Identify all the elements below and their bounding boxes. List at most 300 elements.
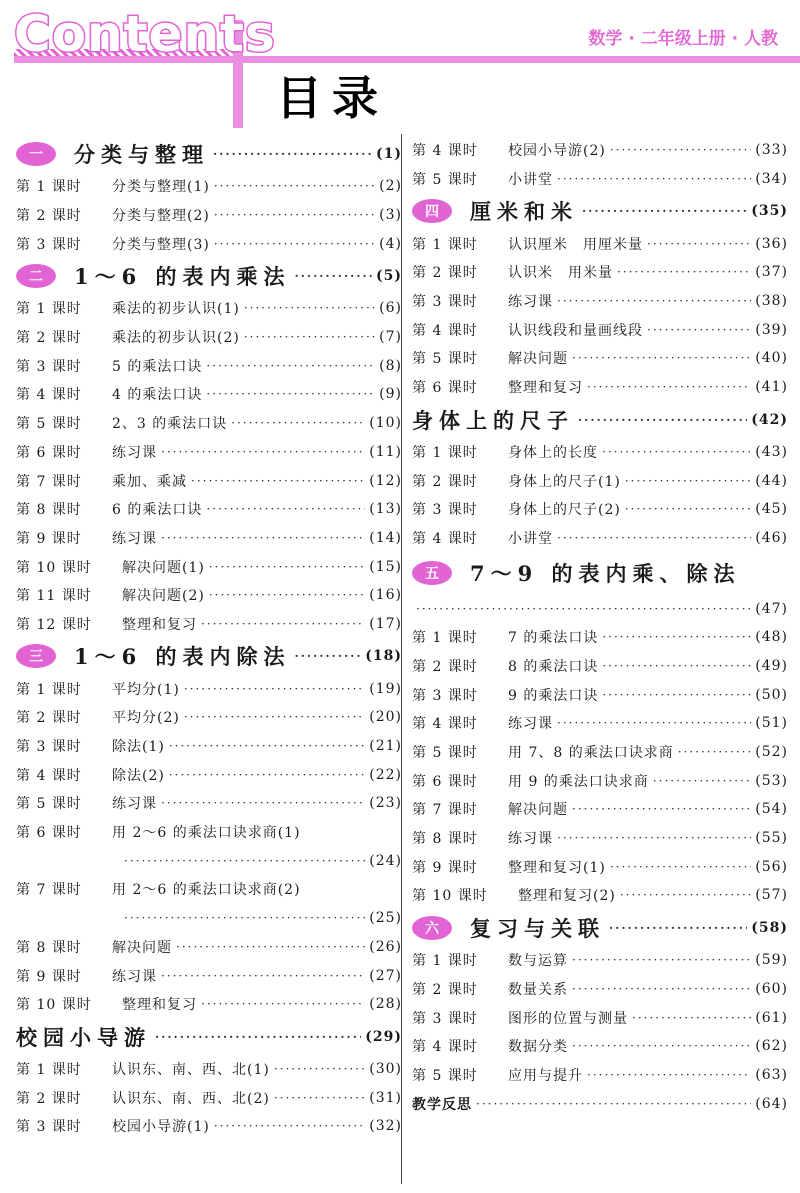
lesson-title: 6 的乘法口诀 bbox=[112, 502, 203, 519]
lesson-label: 第 5 课时 bbox=[412, 745, 478, 762]
lesson-row[interactable] bbox=[16, 351, 402, 380]
contents-word: Contents bbox=[14, 5, 276, 63]
lesson-row[interactable] bbox=[16, 466, 402, 495]
leader-dots bbox=[617, 265, 751, 279]
lesson-label: 第 9 课时 bbox=[16, 968, 82, 985]
leader-dots bbox=[214, 208, 375, 222]
page-number: (38) bbox=[755, 293, 788, 310]
page-number: (42) bbox=[751, 411, 788, 428]
leader-dots bbox=[557, 831, 751, 845]
lesson-title: 身体上的尺子(1) bbox=[508, 473, 621, 490]
leader-dots bbox=[572, 802, 751, 816]
unit-title: 1～6 的表内乘法 bbox=[74, 264, 291, 290]
lesson-row[interactable] bbox=[412, 824, 788, 853]
unit-heading[interactable] bbox=[16, 638, 402, 674]
leader-dots bbox=[587, 1068, 751, 1082]
leader-dots bbox=[124, 911, 365, 925]
lesson-label: 第 11 课时 bbox=[16, 588, 92, 605]
subject-line: 数学 · 二年级上册 · 人教 bbox=[588, 29, 778, 49]
leader-dots bbox=[587, 380, 751, 394]
lesson-row[interactable] bbox=[412, 1061, 788, 1090]
leader-dots bbox=[161, 445, 365, 459]
lesson-title: 7 的乘法口诀 bbox=[508, 630, 599, 647]
page-number: (8) bbox=[379, 357, 402, 374]
leader-dots bbox=[476, 1097, 751, 1111]
page-number: (30) bbox=[369, 1060, 402, 1077]
page-number: (39) bbox=[755, 321, 788, 338]
lesson-label: 第 5 课时 bbox=[16, 796, 82, 813]
page-number: (48) bbox=[755, 629, 788, 646]
lesson-title: 认识东、南、西、北(2) bbox=[112, 1090, 270, 1107]
lesson-title: 解决问题(2) bbox=[122, 588, 205, 605]
leader-dots bbox=[161, 969, 365, 983]
page-number: (31) bbox=[369, 1089, 402, 1106]
lesson-label: 第 8 课时 bbox=[16, 939, 82, 956]
leader-dots bbox=[609, 921, 747, 935]
lesson-row[interactable] bbox=[16, 409, 402, 438]
leader-dots bbox=[184, 682, 365, 696]
lesson-title: 整理和复习 bbox=[508, 380, 583, 397]
page-number: (45) bbox=[755, 501, 788, 518]
lesson-label: 第 10 课时 bbox=[412, 888, 488, 905]
lesson-label: 第 1 课时 bbox=[412, 236, 478, 253]
lesson-label: 第 7 课时 bbox=[16, 473, 82, 490]
leader-dots bbox=[572, 953, 751, 967]
leader-dots bbox=[557, 294, 751, 308]
page-number: (26) bbox=[369, 938, 402, 955]
lesson-title: 解决问题 bbox=[508, 802, 568, 819]
page-title: 目录 bbox=[276, 71, 388, 125]
page-number: (15) bbox=[369, 558, 402, 575]
lesson-row[interactable] bbox=[412, 946, 788, 975]
lesson-row[interactable] bbox=[412, 165, 788, 194]
page-number: (46) bbox=[755, 529, 788, 546]
lesson-title: 练习课 bbox=[112, 530, 157, 547]
lesson-label: 第 2 课时 bbox=[16, 330, 82, 347]
lesson-row[interactable] bbox=[412, 287, 788, 316]
leader-dots bbox=[572, 1039, 751, 1053]
page-number: (32) bbox=[369, 1118, 402, 1135]
lesson-row[interactable] bbox=[16, 1112, 402, 1141]
lesson-row[interactable] bbox=[16, 610, 402, 639]
lesson-title: 认识厘米 用厘米量 bbox=[508, 236, 643, 253]
lesson-label: 第 4 课时 bbox=[412, 1039, 478, 1056]
leader-dots bbox=[582, 204, 747, 218]
page-number: (61) bbox=[755, 1009, 788, 1026]
lesson-title: 用 7、8 的乘法口诀求商 bbox=[508, 745, 674, 762]
leader-dots bbox=[176, 940, 365, 954]
reflection-title: 教学反思 bbox=[412, 1096, 472, 1113]
unit-badge: 三 bbox=[16, 644, 56, 668]
lesson-title: 9 的乘法口诀 bbox=[508, 687, 599, 704]
lesson-label: 第 2 课时 bbox=[412, 658, 478, 675]
lesson-title: 整理和复习 bbox=[122, 616, 197, 633]
page-number: (47) bbox=[755, 600, 788, 617]
lesson-title: 认识线段和量画线段 bbox=[508, 322, 643, 339]
lesson-title: 分类与整理(1) bbox=[112, 179, 210, 196]
page-number: (44) bbox=[755, 472, 788, 489]
page-number: (4) bbox=[379, 235, 402, 252]
leader-dots bbox=[206, 502, 365, 516]
leader-dots bbox=[169, 768, 365, 782]
page-number: (55) bbox=[755, 830, 788, 847]
leader-dots bbox=[625, 502, 751, 516]
unit-title: 厘米和米 bbox=[470, 199, 578, 225]
lesson-row[interactable] bbox=[16, 875, 402, 904]
lesson-title: 乘法的初步认识(2) bbox=[112, 330, 240, 347]
lesson-row[interactable] bbox=[16, 961, 402, 990]
unit-badge: 一 bbox=[16, 142, 56, 166]
lesson-title: 整理和复习(1) bbox=[508, 859, 606, 876]
unit-heading[interactable] bbox=[412, 193, 788, 229]
lesson-label: 第 4 课时 bbox=[16, 767, 82, 784]
lesson-row[interactable] bbox=[16, 933, 402, 962]
lesson-row[interactable] bbox=[16, 789, 402, 818]
leader-dots bbox=[416, 602, 751, 616]
lesson-title: 图形的位置与测量 bbox=[508, 1010, 628, 1027]
page-number: (22) bbox=[369, 766, 402, 783]
lesson-title: 小讲堂 bbox=[508, 530, 553, 547]
leader-dots bbox=[610, 143, 751, 157]
lesson-row[interactable] bbox=[412, 680, 788, 709]
lesson-title: 练习课 bbox=[112, 444, 157, 461]
page-number: (9) bbox=[379, 386, 402, 403]
lesson-title: 分类与整理(3) bbox=[112, 236, 210, 253]
lesson-label: 第 4 课时 bbox=[412, 322, 478, 339]
lesson-label: 第 1 课时 bbox=[412, 630, 478, 647]
lesson-title: 解决问题 bbox=[508, 351, 568, 368]
lesson-label: 第 6 课时 bbox=[412, 773, 478, 790]
leader-dots bbox=[214, 1119, 365, 1133]
lesson-title: 练习课 bbox=[112, 796, 157, 813]
lesson-row[interactable] bbox=[16, 294, 402, 323]
lesson-label: 第 8 课时 bbox=[412, 831, 478, 848]
lesson-row[interactable] bbox=[16, 201, 402, 230]
leader-dots bbox=[155, 1030, 361, 1044]
unit-badge: 二 bbox=[16, 264, 56, 288]
unit-heading[interactable] bbox=[412, 910, 788, 946]
leader-dots bbox=[274, 1062, 365, 1076]
lesson-label: 第 3 课时 bbox=[16, 236, 82, 253]
lesson-title: 分类与整理(2) bbox=[112, 208, 210, 225]
lesson-row[interactable] bbox=[412, 652, 788, 681]
leader-dots bbox=[231, 416, 365, 430]
page-number: (21) bbox=[369, 738, 402, 755]
reflection-row[interactable] bbox=[412, 1089, 788, 1118]
page-number: (60) bbox=[755, 980, 788, 997]
page-number: (63) bbox=[755, 1066, 788, 1083]
lesson-row[interactable] bbox=[16, 495, 402, 524]
page-number: (29) bbox=[365, 1028, 402, 1045]
page-number: (34) bbox=[755, 171, 788, 188]
lesson-label: 第 2 课时 bbox=[412, 473, 478, 490]
special-heading[interactable] bbox=[16, 1019, 402, 1055]
lesson-label: 第 1 课时 bbox=[16, 681, 82, 698]
lesson-title: 整理和复习(2) bbox=[518, 888, 616, 905]
leader-dots bbox=[602, 445, 751, 459]
lesson-title: 2、3 的乘法口诀 bbox=[112, 416, 228, 433]
leader-dots bbox=[572, 982, 751, 996]
lesson-row[interactable] bbox=[16, 438, 402, 467]
page-number: (33) bbox=[755, 142, 788, 159]
lesson-title: 认识米 用米量 bbox=[508, 265, 613, 282]
lesson-row[interactable] bbox=[16, 172, 402, 201]
lesson-row-continuation[interactable] bbox=[16, 904, 402, 933]
lesson-row[interactable] bbox=[16, 323, 402, 352]
unit-badge: 五 bbox=[412, 561, 452, 585]
unit-heading[interactable] bbox=[16, 136, 402, 172]
page-number: (3) bbox=[379, 207, 402, 224]
lesson-label: 第 1 课时 bbox=[16, 179, 82, 196]
leader-dots bbox=[632, 1011, 751, 1025]
leader-dots bbox=[161, 796, 365, 810]
page-number: (41) bbox=[755, 379, 788, 396]
leader-dots bbox=[653, 774, 751, 788]
page-number: (7) bbox=[379, 329, 402, 346]
lesson-label: 第 1 课时 bbox=[412, 444, 478, 461]
leader-dots bbox=[213, 147, 372, 161]
lesson-row[interactable] bbox=[16, 1055, 402, 1084]
lesson-row[interactable] bbox=[16, 818, 402, 847]
left-column bbox=[16, 136, 402, 1141]
lesson-label: 第 4 课时 bbox=[412, 716, 478, 733]
lesson-row[interactable] bbox=[16, 703, 402, 732]
leader-dots bbox=[201, 997, 365, 1011]
page-number: (6) bbox=[379, 300, 402, 317]
leader-dots bbox=[209, 588, 365, 602]
page-number: (54) bbox=[755, 801, 788, 818]
page-number: (27) bbox=[369, 967, 402, 984]
lesson-title: 数与运算 bbox=[508, 953, 568, 970]
lesson-label: 第 3 课时 bbox=[412, 687, 478, 704]
lesson-row[interactable] bbox=[16, 524, 402, 553]
leader-dots bbox=[602, 688, 751, 702]
page-number: (5) bbox=[376, 268, 402, 285]
leader-dots bbox=[169, 739, 365, 753]
lesson-label: 第 3 课时 bbox=[412, 294, 478, 311]
lesson-row[interactable] bbox=[16, 732, 402, 761]
lesson-label: 第 2 课时 bbox=[16, 1090, 82, 1107]
page-number: (16) bbox=[369, 587, 402, 604]
lesson-label: 第 3 课时 bbox=[16, 358, 82, 375]
unit-badge: 四 bbox=[412, 199, 452, 223]
leader-dots bbox=[191, 474, 365, 488]
lesson-title: 解决问题 bbox=[112, 939, 172, 956]
page-number: (35) bbox=[751, 203, 788, 220]
page-number: (17) bbox=[369, 615, 402, 632]
page-number: (64) bbox=[755, 1095, 788, 1112]
lesson-label: 第 2 课时 bbox=[16, 710, 82, 727]
page-number: (14) bbox=[369, 529, 402, 546]
page-number: (24) bbox=[369, 852, 402, 869]
lesson-row[interactable] bbox=[16, 229, 402, 258]
page-number: (19) bbox=[369, 680, 402, 697]
lesson-row[interactable] bbox=[412, 373, 788, 402]
lesson-label: 第 1 课时 bbox=[16, 301, 82, 318]
leader-dots bbox=[610, 860, 751, 874]
lesson-label: 第 5 课时 bbox=[16, 416, 82, 433]
lesson-label: 第 7 课时 bbox=[412, 802, 478, 819]
lesson-row-continuation[interactable] bbox=[16, 846, 402, 875]
leader-dots bbox=[295, 269, 372, 283]
lesson-row[interactable] bbox=[16, 990, 402, 1019]
page-number: (18) bbox=[365, 648, 402, 665]
lesson-title: 练习课 bbox=[508, 294, 553, 311]
leader-dots bbox=[214, 237, 375, 251]
lesson-row[interactable] bbox=[412, 623, 788, 652]
page-number: (57) bbox=[755, 887, 788, 904]
leader-dots bbox=[557, 172, 751, 186]
lesson-row[interactable] bbox=[412, 438, 788, 467]
lesson-label: 第 2 课时 bbox=[412, 265, 478, 282]
lesson-label: 第 2 课时 bbox=[16, 208, 82, 225]
lesson-row[interactable] bbox=[412, 495, 788, 524]
lesson-title: 校园小导游(2) bbox=[508, 143, 606, 160]
leader-dots bbox=[602, 659, 751, 673]
leader-dots bbox=[647, 323, 751, 337]
lesson-title: 应用与提升 bbox=[508, 1067, 583, 1084]
lesson-title: 练习课 bbox=[508, 716, 553, 733]
lesson-label: 第 3 课时 bbox=[412, 1010, 478, 1027]
page-number: (20) bbox=[369, 709, 402, 726]
page-number: (53) bbox=[755, 772, 788, 789]
lesson-row[interactable] bbox=[412, 315, 788, 344]
lesson-title: 用 9 的乘法口诀求商 bbox=[508, 773, 649, 790]
lesson-title: 认识东、南、西、北(1) bbox=[112, 1061, 270, 1078]
leader-dots bbox=[557, 716, 751, 730]
lesson-row[interactable] bbox=[412, 258, 788, 287]
lesson-row[interactable] bbox=[412, 852, 788, 881]
lesson-row[interactable] bbox=[16, 552, 402, 581]
special-title: 校园小导游 bbox=[16, 1024, 151, 1050]
leader-dots bbox=[201, 617, 365, 631]
lesson-title: 校园小导游(1) bbox=[112, 1119, 210, 1136]
page-number: (51) bbox=[755, 715, 788, 732]
leader-dots bbox=[678, 745, 752, 759]
unit-heading[interactable] bbox=[16, 258, 402, 294]
lesson-row[interactable] bbox=[16, 760, 402, 789]
leader-dots bbox=[647, 237, 751, 251]
lesson-title: 用 2～6 的乘法口诀求商(2) bbox=[112, 882, 301, 899]
lesson-row[interactable] bbox=[16, 674, 402, 703]
lesson-row[interactable] bbox=[412, 975, 788, 1004]
lesson-row[interactable] bbox=[412, 738, 788, 767]
lesson-title: 乘加、乘减 bbox=[112, 473, 187, 490]
leader-dots bbox=[184, 710, 365, 724]
lesson-row[interactable] bbox=[412, 466, 788, 495]
page-number: (10) bbox=[369, 415, 402, 432]
lesson-title: 平均分(1) bbox=[112, 681, 180, 698]
lesson-title: 整理和复习 bbox=[122, 997, 197, 1014]
lesson-title: 除法(1) bbox=[112, 739, 165, 756]
lesson-label: 第 1 课时 bbox=[412, 953, 478, 970]
lesson-row[interactable] bbox=[412, 766, 788, 795]
lesson-row[interactable] bbox=[412, 709, 788, 738]
lesson-label: 第 3 课时 bbox=[412, 502, 478, 519]
lesson-title: 身体上的长度 bbox=[508, 444, 598, 461]
unit-title: 分类与整理 bbox=[74, 142, 209, 167]
page-number: (37) bbox=[755, 264, 788, 281]
leader-dots bbox=[206, 387, 375, 401]
lesson-row[interactable] bbox=[16, 581, 402, 610]
leader-dots bbox=[244, 330, 375, 344]
lesson-label: 第 4 课时 bbox=[16, 387, 82, 404]
lesson-title: 乘法的初步认识(1) bbox=[112, 301, 240, 318]
lesson-label: 第 4 课时 bbox=[412, 530, 478, 547]
leader-dots bbox=[557, 531, 751, 545]
lesson-label: 第 9 课时 bbox=[412, 859, 478, 876]
lesson-title: 4 的乘法口诀 bbox=[112, 387, 203, 404]
page-number: (62) bbox=[755, 1038, 788, 1055]
lesson-label: 第 8 课时 bbox=[16, 502, 82, 519]
lesson-label: 第 2 课时 bbox=[412, 981, 478, 998]
right-column bbox=[412, 136, 788, 1118]
lesson-label: 第 6 课时 bbox=[16, 444, 82, 461]
lesson-row[interactable] bbox=[16, 1083, 402, 1112]
unit-badge: 六 bbox=[412, 916, 452, 940]
leader-dots bbox=[602, 630, 751, 644]
page-number: (11) bbox=[369, 443, 402, 460]
page-number: (58) bbox=[751, 919, 788, 936]
unit-heading-continuation[interactable] bbox=[412, 594, 788, 623]
lesson-title: 数据分类 bbox=[508, 1039, 568, 1056]
page-number: (23) bbox=[369, 795, 402, 812]
lesson-label: 第 5 课时 bbox=[412, 351, 478, 368]
lesson-title: 8 的乘法口诀 bbox=[508, 658, 599, 675]
leader-dots bbox=[124, 854, 365, 868]
lesson-row[interactable] bbox=[412, 524, 788, 553]
special-heading[interactable] bbox=[412, 402, 788, 438]
leader-dots bbox=[295, 649, 362, 663]
lesson-row[interactable] bbox=[412, 881, 788, 910]
special-title: 身体上的尺子 bbox=[412, 407, 574, 433]
lesson-label: 第 10 课时 bbox=[16, 559, 92, 576]
lesson-title: 练习课 bbox=[112, 968, 157, 985]
lesson-row[interactable] bbox=[16, 380, 402, 409]
page-number: (1) bbox=[376, 146, 402, 162]
lesson-row[interactable] bbox=[412, 1003, 788, 1032]
lesson-title: 解决问题(1) bbox=[122, 559, 205, 576]
page-number: (36) bbox=[755, 235, 788, 252]
leader-dots bbox=[572, 351, 751, 365]
unit-title: 7～9 的表内乘、除法 bbox=[470, 561, 741, 587]
lesson-row[interactable] bbox=[412, 136, 788, 165]
lesson-label: 第 5 课时 bbox=[412, 172, 478, 189]
leader-dots bbox=[620, 888, 751, 902]
unit-title: 1～6 的表内除法 bbox=[74, 644, 291, 670]
page-number: (59) bbox=[755, 952, 788, 969]
lesson-title: 身体上的尺子(2) bbox=[508, 502, 621, 519]
lesson-title: 除法(2) bbox=[112, 767, 165, 784]
lesson-label: 第 12 课时 bbox=[16, 616, 92, 633]
lesson-label: 第 3 课时 bbox=[16, 1119, 82, 1136]
lesson-row[interactable] bbox=[412, 229, 788, 258]
lesson-row[interactable] bbox=[412, 795, 788, 824]
header bbox=[0, 0, 800, 128]
leader-dots bbox=[578, 413, 747, 427]
lesson-row[interactable] bbox=[412, 344, 788, 373]
lesson-label: 第 3 课时 bbox=[16, 739, 82, 756]
lesson-label: 第 6 课时 bbox=[16, 825, 82, 842]
lesson-label: 第 1 课时 bbox=[16, 1061, 82, 1078]
unit-heading[interactable] bbox=[412, 552, 788, 594]
page-number: (50) bbox=[755, 686, 788, 703]
lesson-row[interactable] bbox=[412, 1032, 788, 1061]
lesson-label: 第 7 课时 bbox=[16, 882, 82, 899]
page-number: (2) bbox=[379, 178, 402, 195]
lesson-title: 5 的乘法口诀 bbox=[112, 358, 203, 375]
unit-title: 复习与关联 bbox=[470, 915, 605, 941]
